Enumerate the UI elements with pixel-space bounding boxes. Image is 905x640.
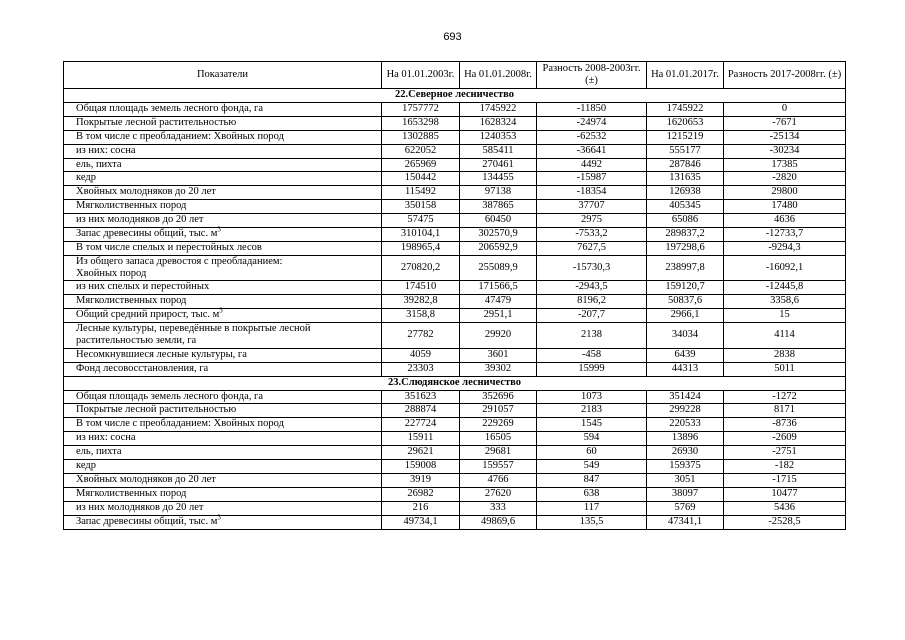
unit-superscript: 3 xyxy=(219,306,223,315)
value-2003-cell: 26982 xyxy=(382,487,460,501)
row-label-text: ель, пихта xyxy=(76,158,122,170)
row-label-text: кедр xyxy=(76,460,96,472)
row-label xyxy=(64,214,382,228)
row-label-text: из них: сосна xyxy=(76,144,136,156)
diff-2008-2003-cell: 2975 xyxy=(537,214,647,228)
value-2003-cell: 29621 xyxy=(382,446,460,460)
row-label-text: Общий средний прирост, тыс. м xyxy=(76,309,220,321)
value-2008-cell: 27620 xyxy=(460,487,537,501)
row-label-text: Несомкнувшиеся лесные культуры, га xyxy=(76,348,247,360)
table-body xyxy=(64,89,846,530)
value-2008-cell: 47479 xyxy=(460,295,537,309)
column-header-diff-2008-2003: Разность 2008-2003гг. (±) xyxy=(537,62,647,89)
diff-2017-2008-cell: -2820 xyxy=(724,172,846,186)
row-label-continuation: растительностью земли, га xyxy=(76,335,197,347)
row-label-continuation: Хвойных пород xyxy=(76,268,147,280)
row-label xyxy=(64,158,382,172)
diff-2017-2008-cell: -8736 xyxy=(724,418,846,432)
diff-2008-2003-cell: 2183 xyxy=(537,404,647,418)
value-2003-cell: 198965,4 xyxy=(382,241,460,255)
diff-2017-2008-cell: 0 xyxy=(724,102,846,116)
diff-2008-2003-cell: -24974 xyxy=(537,116,647,130)
row-label xyxy=(64,460,382,474)
diff-2008-2003-cell: 7627,5 xyxy=(537,241,647,255)
value-2003-cell: 15911 xyxy=(382,432,460,446)
value-2003-cell: 1653298 xyxy=(382,116,460,130)
table-row xyxy=(64,228,846,242)
value-2017-cell: 1620653 xyxy=(647,116,724,130)
value-2017-cell: 34034 xyxy=(647,323,724,349)
row-label-text: Покрытые лесной растительностью xyxy=(76,404,237,416)
value-2003-cell: 351623 xyxy=(382,390,460,404)
diff-2017-2008-cell: 17385 xyxy=(724,158,846,172)
table-row xyxy=(64,390,846,404)
value-2017-cell: 1745922 xyxy=(647,102,724,116)
value-2008-cell: 333 xyxy=(460,501,537,515)
diff-2008-2003-cell: -2943,5 xyxy=(537,281,647,295)
diff-2017-2008-cell: 2838 xyxy=(724,348,846,362)
table-row xyxy=(64,432,846,446)
row-label-text: В том числе с преобладанием: Хвойных пород xyxy=(76,418,284,430)
table-row xyxy=(64,186,846,200)
value-2003-cell: 57475 xyxy=(382,214,460,228)
diff-2008-2003-cell: 15999 xyxy=(537,362,647,376)
row-label xyxy=(64,432,382,446)
table-row xyxy=(64,473,846,487)
diff-2017-2008-cell: -2609 xyxy=(724,432,846,446)
table-row xyxy=(64,214,846,228)
row-label xyxy=(64,390,382,404)
row-label xyxy=(64,404,382,418)
value-2017-cell: 289837,2 xyxy=(647,228,724,242)
row-label xyxy=(64,200,382,214)
table-row xyxy=(64,446,846,460)
row-label xyxy=(64,144,382,158)
value-2008-cell: 1745922 xyxy=(460,102,537,116)
diff-2008-2003-cell: 847 xyxy=(537,473,647,487)
table-row xyxy=(64,281,846,295)
row-label xyxy=(64,515,382,529)
row-label-text: из них: сосна xyxy=(76,432,136,444)
value-2008-cell: 60450 xyxy=(460,214,537,228)
value-2008-cell: 3601 xyxy=(460,348,537,362)
value-2008-cell: 291057 xyxy=(460,404,537,418)
value-2003-cell: 265969 xyxy=(382,158,460,172)
diff-2008-2003-cell: -18354 xyxy=(537,186,647,200)
diff-2017-2008-cell: 17480 xyxy=(724,200,846,214)
row-label-text: Мягколиственных пород xyxy=(76,295,187,307)
table-row xyxy=(64,404,846,418)
row-label xyxy=(64,348,382,362)
section-title: 22.Северное лесничество xyxy=(64,89,846,103)
row-label-text: Покрытые лесной растительностью xyxy=(76,116,237,128)
diff-2008-2003-cell: 1545 xyxy=(537,418,647,432)
diff-2017-2008-cell: -2528,5 xyxy=(724,515,846,529)
value-2008-cell: 159557 xyxy=(460,460,537,474)
value-2008-cell: 29681 xyxy=(460,446,537,460)
diff-2008-2003-cell: 4492 xyxy=(537,158,647,172)
row-label xyxy=(64,501,382,515)
page-number: 693 xyxy=(443,31,462,43)
value-2017-cell: 238997,8 xyxy=(647,255,724,281)
value-2003-cell: 27782 xyxy=(382,323,460,349)
row-label xyxy=(64,487,382,501)
value-2003-cell: 270820,2 xyxy=(382,255,460,281)
value-2008-cell: 1240353 xyxy=(460,130,537,144)
diff-2017-2008-cell: -25134 xyxy=(724,130,846,144)
table-row xyxy=(64,241,846,255)
value-2008-cell: 585411 xyxy=(460,144,537,158)
value-2017-cell: 65086 xyxy=(647,214,724,228)
diff-2008-2003-cell: 2138 xyxy=(537,323,647,349)
table-row xyxy=(64,487,846,501)
diff-2017-2008-cell: -1715 xyxy=(724,473,846,487)
row-label xyxy=(64,255,382,281)
value-2017-cell: 2966,1 xyxy=(647,309,724,323)
table-header-row xyxy=(64,62,846,89)
row-label-text: Мягколиственных пород xyxy=(76,200,187,212)
row-label-text: Общая площадь земель лесного фонда, га xyxy=(76,390,264,402)
diff-2017-2008-cell: 10477 xyxy=(724,487,846,501)
section-header-row xyxy=(64,89,846,103)
value-2003-cell: 49734,1 xyxy=(382,515,460,529)
table-row xyxy=(64,309,846,323)
diff-2017-2008-cell: -7671 xyxy=(724,116,846,130)
diff-2017-2008-cell: -1272 xyxy=(724,390,846,404)
diff-2017-2008-cell: -12733,7 xyxy=(724,228,846,242)
value-2017-cell: 5769 xyxy=(647,501,724,515)
row-label xyxy=(64,102,382,116)
row-label xyxy=(64,362,382,376)
row-label xyxy=(64,473,382,487)
row-label-text: Хвойных молодняков до 20 лет xyxy=(76,473,216,485)
diff-2008-2003-cell: -11850 xyxy=(537,102,647,116)
row-label-text: В том числе спелых и перестойных лесов xyxy=(76,241,262,253)
row-label-text: Запас древесины общий, тыс. м xyxy=(76,228,218,240)
table-row xyxy=(64,116,846,130)
diff-2017-2008-cell: -182 xyxy=(724,460,846,474)
unit-superscript: 3 xyxy=(217,513,221,522)
table-row xyxy=(64,130,846,144)
value-2017-cell: 3051 xyxy=(647,473,724,487)
value-2003-cell: 1302885 xyxy=(382,130,460,144)
diff-2008-2003-cell: 594 xyxy=(537,432,647,446)
diff-2017-2008-cell: -2751 xyxy=(724,446,846,460)
value-2003-cell: 4059 xyxy=(382,348,460,362)
value-2003-cell: 310104,1 xyxy=(382,228,460,242)
table-row xyxy=(64,255,846,281)
row-label xyxy=(64,281,382,295)
row-label xyxy=(64,186,382,200)
diff-2008-2003-cell: -36641 xyxy=(537,144,647,158)
section-header-row xyxy=(64,376,846,390)
value-2008-cell: 49869,6 xyxy=(460,515,537,529)
table-row xyxy=(64,158,846,172)
diff-2008-2003-cell: 60 xyxy=(537,446,647,460)
value-2017-cell: 159375 xyxy=(647,460,724,474)
value-2017-cell: 555177 xyxy=(647,144,724,158)
diff-2017-2008-cell: 3358,6 xyxy=(724,295,846,309)
value-2008-cell: 16505 xyxy=(460,432,537,446)
value-2017-cell: 126938 xyxy=(647,186,724,200)
value-2008-cell: 1628324 xyxy=(460,116,537,130)
value-2003-cell: 3158,8 xyxy=(382,309,460,323)
row-label-text: Мягколиственных пород xyxy=(76,487,187,499)
diff-2008-2003-cell: -207,7 xyxy=(537,309,647,323)
diff-2008-2003-cell: 1073 xyxy=(537,390,647,404)
value-2017-cell: 405345 xyxy=(647,200,724,214)
value-2008-cell: 206592,9 xyxy=(460,241,537,255)
diff-2008-2003-cell: 117 xyxy=(537,501,647,515)
row-label xyxy=(64,306,382,323)
value-2003-cell: 622052 xyxy=(382,144,460,158)
value-2017-cell: 220533 xyxy=(647,418,724,432)
table-row xyxy=(64,348,846,362)
row-label xyxy=(64,241,382,255)
diff-2017-2008-cell: 4114 xyxy=(724,323,846,349)
value-2008-cell: 270461 xyxy=(460,158,537,172)
value-2017-cell: 131635 xyxy=(647,172,724,186)
row-label xyxy=(64,446,382,460)
row-label-text: Хвойных молодняков до 20 лет xyxy=(76,186,216,198)
row-label xyxy=(64,130,382,144)
value-2008-cell: 97138 xyxy=(460,186,537,200)
diff-2008-2003-cell: 638 xyxy=(537,487,647,501)
value-2003-cell: 174510 xyxy=(382,281,460,295)
diff-2008-2003-cell: 135,5 xyxy=(537,515,647,529)
value-2003-cell: 115492 xyxy=(382,186,460,200)
diff-2008-2003-cell: -62532 xyxy=(537,130,647,144)
value-2003-cell: 150442 xyxy=(382,172,460,186)
row-label-text: из них молодняков до 20 лет xyxy=(76,214,204,226)
value-2017-cell: 44313 xyxy=(647,362,724,376)
diff-2017-2008-cell: -30234 xyxy=(724,144,846,158)
value-2017-cell: 13896 xyxy=(647,432,724,446)
row-label-text: из них молодняков до 20 лет xyxy=(76,501,204,513)
diff-2017-2008-cell: 5436 xyxy=(724,501,846,515)
value-2017-cell: 299228 xyxy=(647,404,724,418)
value-2008-cell: 2951,1 xyxy=(460,309,537,323)
table-row xyxy=(64,515,846,529)
value-2017-cell: 287846 xyxy=(647,158,724,172)
row-label xyxy=(64,225,382,242)
diff-2008-2003-cell: -7533,2 xyxy=(537,228,647,242)
diff-2008-2003-cell: -458 xyxy=(537,348,647,362)
value-2008-cell: 171566,5 xyxy=(460,281,537,295)
row-label xyxy=(64,323,382,349)
value-2003-cell: 1757772 xyxy=(382,102,460,116)
unit-superscript: 3 xyxy=(217,225,221,234)
value-2017-cell: 351424 xyxy=(647,390,724,404)
row-label-text: Фонд лесовосстановления, га xyxy=(76,362,209,374)
row-label-text: кедр xyxy=(76,172,96,184)
diff-2008-2003-cell: 37707 xyxy=(537,200,647,214)
row-label-text: Общая площадь земель лесного фонда, га xyxy=(76,102,264,114)
value-2008-cell: 352696 xyxy=(460,390,537,404)
row-label xyxy=(64,116,382,130)
table-row xyxy=(64,295,846,309)
table-row xyxy=(64,102,846,116)
row-label xyxy=(64,172,382,186)
diff-2017-2008-cell: -16092,1 xyxy=(724,255,846,281)
diff-2017-2008-cell: 8171 xyxy=(724,404,846,418)
diff-2008-2003-cell: 549 xyxy=(537,460,647,474)
row-label xyxy=(64,418,382,432)
diff-2008-2003-cell: 8196,2 xyxy=(537,295,647,309)
value-2017-cell: 1215219 xyxy=(647,130,724,144)
diff-2008-2003-cell: -15730,3 xyxy=(537,255,647,281)
table-row xyxy=(64,501,846,515)
table-row xyxy=(64,418,846,432)
value-2008-cell: 229269 xyxy=(460,418,537,432)
table-row xyxy=(64,362,846,376)
value-2008-cell: 29920 xyxy=(460,323,537,349)
forest-fund-table xyxy=(63,61,846,530)
value-2003-cell: 288874 xyxy=(382,404,460,418)
column-header-diff-2017-2008: Разность 2017-2008гг. (±) xyxy=(724,62,846,89)
value-2003-cell: 227724 xyxy=(382,418,460,432)
column-header-2003: На 01.01.2003г. xyxy=(382,62,460,89)
section-title: 23.Слюдянское лесничество xyxy=(64,376,846,390)
table-row xyxy=(64,323,846,349)
row-label-text: ель, пихта xyxy=(76,446,122,458)
column-header-indicators: Показатели xyxy=(64,62,382,89)
value-2003-cell: 3919 xyxy=(382,473,460,487)
row-label-text: Запас древесины общий, тыс. м xyxy=(76,515,218,527)
diff-2008-2003-cell: -15987 xyxy=(537,172,647,186)
value-2008-cell: 39302 xyxy=(460,362,537,376)
value-2017-cell: 38097 xyxy=(647,487,724,501)
table-row xyxy=(64,200,846,214)
value-2003-cell: 39282,8 xyxy=(382,295,460,309)
value-2008-cell: 387865 xyxy=(460,200,537,214)
value-2017-cell: 159120,7 xyxy=(647,281,724,295)
value-2017-cell: 50837,6 xyxy=(647,295,724,309)
value-2008-cell: 255089,9 xyxy=(460,255,537,281)
row-label-text: из них спелых и перестойных xyxy=(76,281,210,293)
value-2017-cell: 26930 xyxy=(647,446,724,460)
value-2008-cell: 134455 xyxy=(460,172,537,186)
value-2003-cell: 159008 xyxy=(382,460,460,474)
diff-2017-2008-cell: -9294,3 xyxy=(724,241,846,255)
value-2017-cell: 197298,6 xyxy=(647,241,724,255)
value-2017-cell: 47341,1 xyxy=(647,515,724,529)
row-label-text: Лесные культуры, переведённые в покрытые лесной xyxy=(76,323,311,335)
value-2017-cell: 6439 xyxy=(647,348,724,362)
table-row xyxy=(64,460,846,474)
diff-2017-2008-cell: 4636 xyxy=(724,214,846,228)
diff-2017-2008-cell: 15 xyxy=(724,309,846,323)
value-2008-cell: 4766 xyxy=(460,473,537,487)
table-row xyxy=(64,144,846,158)
value-2003-cell: 23303 xyxy=(382,362,460,376)
diff-2017-2008-cell: 5011 xyxy=(724,362,846,376)
diff-2017-2008-cell: 29800 xyxy=(724,186,846,200)
value-2008-cell: 302570,9 xyxy=(460,228,537,242)
column-header-2017: На 01.01.2017г. xyxy=(647,62,724,89)
row-label-text: В том числе с преобладанием: Хвойных пород xyxy=(76,130,284,142)
column-header-2008: На 01.01.2008г. xyxy=(460,62,537,89)
value-2003-cell: 350158 xyxy=(382,200,460,214)
value-2003-cell: 216 xyxy=(382,501,460,515)
diff-2017-2008-cell: -12445,8 xyxy=(724,281,846,295)
row-label-text: Из общего запаса древостоя с преобладанием: xyxy=(76,255,283,267)
table-row xyxy=(64,172,846,186)
